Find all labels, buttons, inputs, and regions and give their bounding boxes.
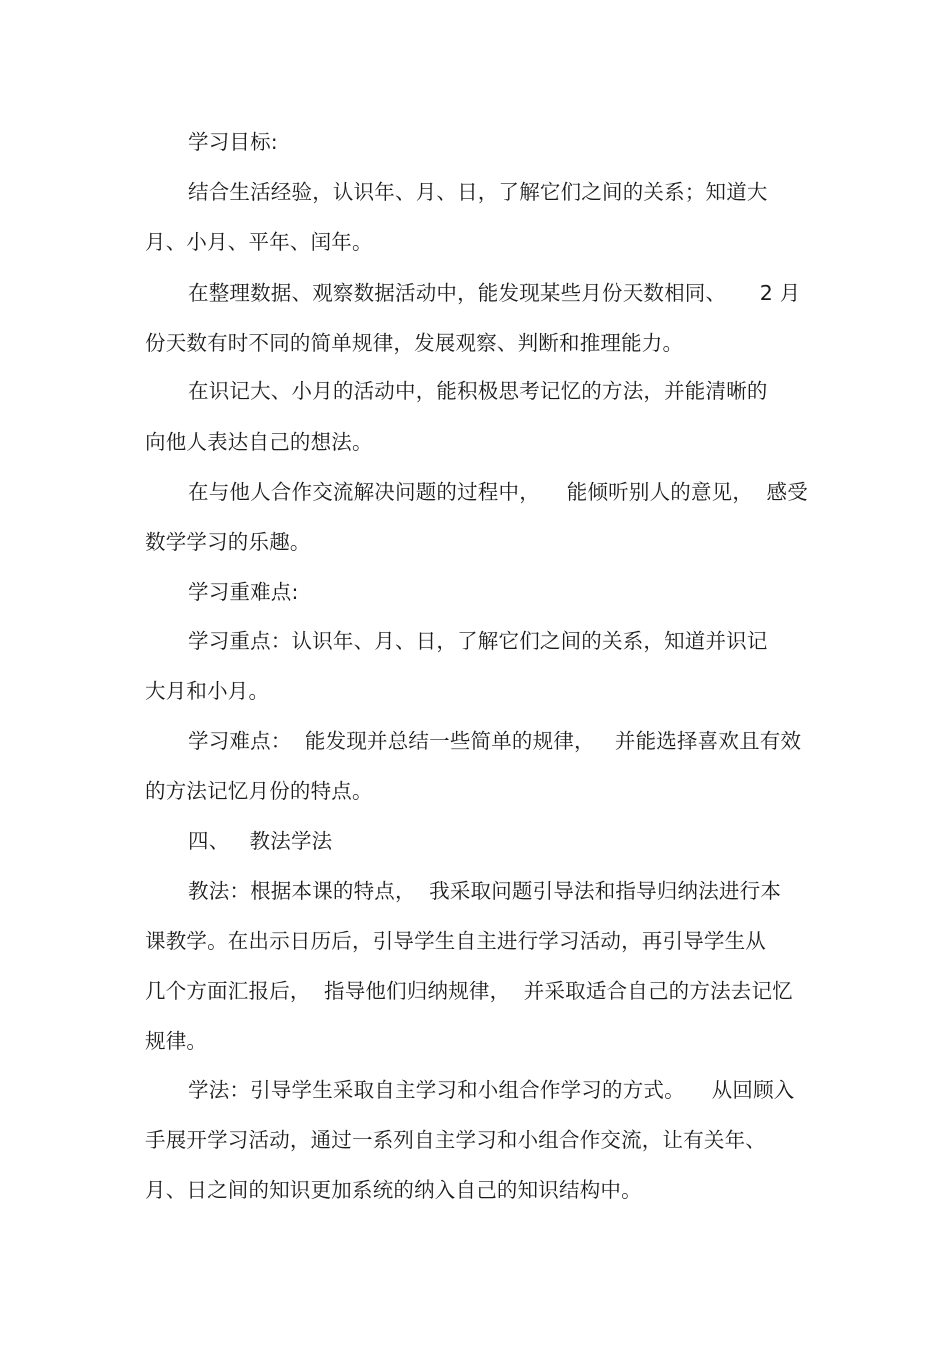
paragraph-line: 教法：根据本课的特点， 我采取问题引导法和指导归纳法进行本 bbox=[188, 879, 782, 903]
heading-learning-goals: 学习目标: bbox=[188, 130, 278, 154]
paragraph-line: 在与他人合作交流解决问题的过程中， 能倾听别人的意见， 感受 bbox=[188, 480, 808, 504]
paragraph-line: 在识记大、小月的活动中，能积极思考记忆的方法，并能清晰的 bbox=[188, 379, 768, 403]
paragraph-line: 在整理数据、观察数据活动中，能发现某些月份天数相同、 2 月 bbox=[188, 281, 801, 305]
paragraph-line: 学习难点： 能发现并总结一些简单的规律， 并能选择喜欢且有效 bbox=[188, 729, 802, 753]
paragraph-line: 的方法记忆月份的特点。 bbox=[145, 779, 373, 803]
paragraph-line: 月、日之间的知识更加系统的纳入自己的知识结构中。 bbox=[145, 1178, 642, 1202]
paragraph-line: 数学学习的乐趣。 bbox=[145, 530, 311, 554]
heading-key-points: 学习重难点: bbox=[188, 580, 299, 604]
paragraph-line: 学习重点：认识年、月、日，了解它们之间的关系，知道并识记 bbox=[188, 629, 768, 653]
paragraph-line: 大月和小月。 bbox=[145, 679, 270, 703]
paragraph-line: 手展开学习活动，通过一系列自主学习和小组合作交流，让有关年、 bbox=[145, 1128, 766, 1152]
paragraph-line: 规律。 bbox=[145, 1029, 208, 1053]
paragraph-line: 月、小月、平年、闰年。 bbox=[145, 230, 373, 254]
section-heading: 四、 教法学法 bbox=[188, 829, 333, 853]
paragraph-line: 结合生活经验，认识年、月、日，了解它们之间的关系；知道大 bbox=[188, 180, 768, 204]
paragraph-line: 学法：引导学生采取自主学习和小组合作学习的方式。 从回顾入 bbox=[188, 1078, 795, 1102]
paragraph-line: 份天数有时不同的简单规律，发展观察、判断和推理能力。 bbox=[145, 331, 684, 355]
paragraph-line: 向他人表达自己的想法。 bbox=[145, 430, 373, 454]
paragraph-line: 课教学。在出示日历后，引导学生自主进行学习活动，再引导学生从 bbox=[145, 929, 766, 953]
paragraph-line: 几个方面汇报后， 指导他们归纳规律， 并采取适合自己的方法去记忆 bbox=[145, 979, 793, 1003]
